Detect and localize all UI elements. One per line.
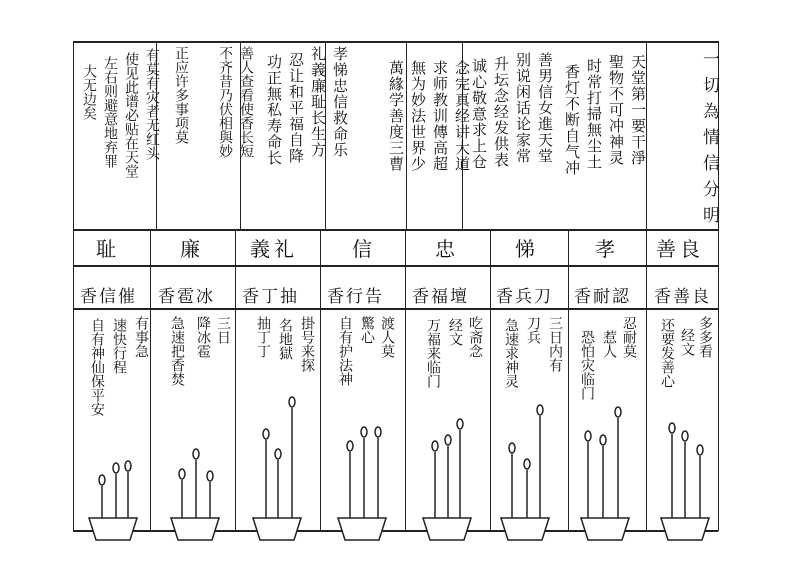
- verse-column: 升坛念经发供表: [492, 56, 510, 168]
- incense-pot: [253, 518, 301, 540]
- section-note: 急速求神灵: [503, 318, 519, 388]
- section-note: 自有神仙保平安: [89, 318, 105, 416]
- section-note: 经文: [679, 328, 695, 356]
- virtue-header: 悌: [515, 237, 539, 261]
- verse-column: 無为妙法世界少: [409, 60, 427, 172]
- incense-pot: [338, 518, 386, 540]
- incense-tip: [445, 435, 451, 445]
- section-note: 抽丁丁: [255, 316, 271, 358]
- virtue-header: 信: [352, 237, 376, 261]
- section-note: 三日: [215, 316, 231, 344]
- section-note: 惹人: [601, 330, 617, 358]
- verse-column: 孝悌忠信救命乐: [331, 46, 349, 158]
- incense-label: 香福壇: [412, 287, 469, 307]
- incense-label: 香雹冰: [158, 287, 215, 307]
- incense-tip: [509, 443, 515, 453]
- verse-column: 萬緣学善度三曹: [387, 60, 405, 172]
- virtue-header: 善良: [656, 237, 704, 261]
- section-note: 名地獄: [277, 318, 293, 360]
- incense-tip: [275, 449, 281, 459]
- incense-tip: [600, 435, 606, 445]
- incense-tip: [537, 405, 543, 415]
- incense-tip: [193, 449, 199, 459]
- incense-tip: [669, 423, 675, 433]
- incense-tip: [585, 431, 591, 441]
- section-note: 降冰雹: [195, 316, 211, 358]
- incense-pot: [501, 518, 549, 540]
- incense-pot: [89, 518, 137, 540]
- verse-column: 左右则避意地弃罪: [102, 56, 118, 168]
- section-note: 恐怕灾临门: [579, 330, 595, 400]
- virtue-header: 耻: [96, 237, 120, 261]
- section-note: 万福来临门: [425, 318, 441, 388]
- verse-column: 求师教训傳高超: [431, 60, 449, 172]
- virtue-header: 義礼: [250, 237, 298, 261]
- section-note: 多多看: [697, 316, 713, 358]
- section-note: 还要发善心: [659, 318, 675, 388]
- virtue-header: 孝: [595, 237, 619, 261]
- incense-tip: [263, 429, 269, 439]
- incense-tip: [207, 471, 213, 481]
- virtue-header: 忠: [435, 237, 459, 261]
- incense-tip: [361, 427, 367, 437]
- section-note: 掛号来探: [299, 316, 315, 372]
- section-note: 驚心: [359, 316, 375, 344]
- verse-column: 时常打掃無尘土: [585, 58, 603, 170]
- incense-tip: [432, 441, 438, 451]
- incense-tip: [697, 445, 703, 455]
- section-note: 自有护法神: [337, 316, 353, 386]
- incense-label: 香耐認: [574, 287, 631, 307]
- incense-tip: [99, 475, 105, 485]
- incense-tip: [179, 469, 185, 479]
- section-note: 渡人莫: [379, 316, 395, 358]
- incense-pot: [423, 518, 471, 540]
- page-title: 一切為情信分明: [699, 50, 719, 232]
- incense-tip: [289, 397, 295, 407]
- virtue-header: 廉: [180, 237, 204, 261]
- incense-label: 香信催: [80, 287, 137, 307]
- incense-tip: [615, 407, 621, 417]
- incense-tip: [524, 459, 530, 469]
- section-note: 三日内有: [547, 316, 563, 372]
- verse-column: 诚心敬意求上仓: [470, 58, 488, 170]
- incense-label: 香兵刀: [496, 287, 553, 307]
- incense-tip: [682, 431, 688, 441]
- verse-column: 香灯不断自气冲: [563, 64, 581, 176]
- verse-column: 忍让和平福自降: [287, 52, 305, 164]
- section-note: 刀兵: [525, 316, 541, 344]
- verse-column: 天堂第一要干淨: [629, 54, 647, 166]
- section-note: 忍耐莫: [621, 316, 637, 358]
- incense-tip: [375, 427, 381, 437]
- incense-label: 香善良: [654, 287, 711, 307]
- verse-column: 念完真经讲大道: [453, 60, 471, 172]
- incense-label: 香丁抽: [242, 287, 299, 307]
- verse-column: 聖物不可冲神灵: [607, 54, 625, 166]
- verse-column: 正应许多事项莫: [173, 46, 189, 144]
- incense-pot: [171, 518, 219, 540]
- incense-pot: [581, 518, 629, 540]
- verse-column: 功正無私寿命长: [265, 54, 283, 166]
- incense-tip: [113, 463, 119, 473]
- incense-tip: [347, 441, 353, 451]
- section-note: 有事急: [133, 316, 149, 358]
- verse-column: 善男信女進天堂: [536, 52, 554, 164]
- section-note: 经文: [447, 318, 463, 346]
- verse-column: 善人查看使香长短: [238, 46, 254, 158]
- incense-tip: [125, 461, 131, 471]
- verse-column: 别说闲话论家常: [514, 52, 532, 164]
- verse-column: 有莫有灾者无红头: [144, 48, 160, 160]
- section-note: 吃斋念: [467, 316, 483, 358]
- verse-column: 大无边矣: [81, 64, 97, 120]
- section-note: 速快行程: [111, 318, 127, 374]
- verse-column: 使见此谱必贴在天堂: [123, 52, 139, 178]
- incense-tip: [457, 419, 463, 429]
- section-note: 急速把香焚: [169, 316, 185, 386]
- verse-column: 不齐昔乃伏相與妙: [217, 46, 233, 158]
- incense-label: 香行告: [327, 287, 384, 307]
- verse-column: 礼義廉耻长生方: [309, 46, 327, 158]
- incense-pot: [661, 518, 709, 540]
